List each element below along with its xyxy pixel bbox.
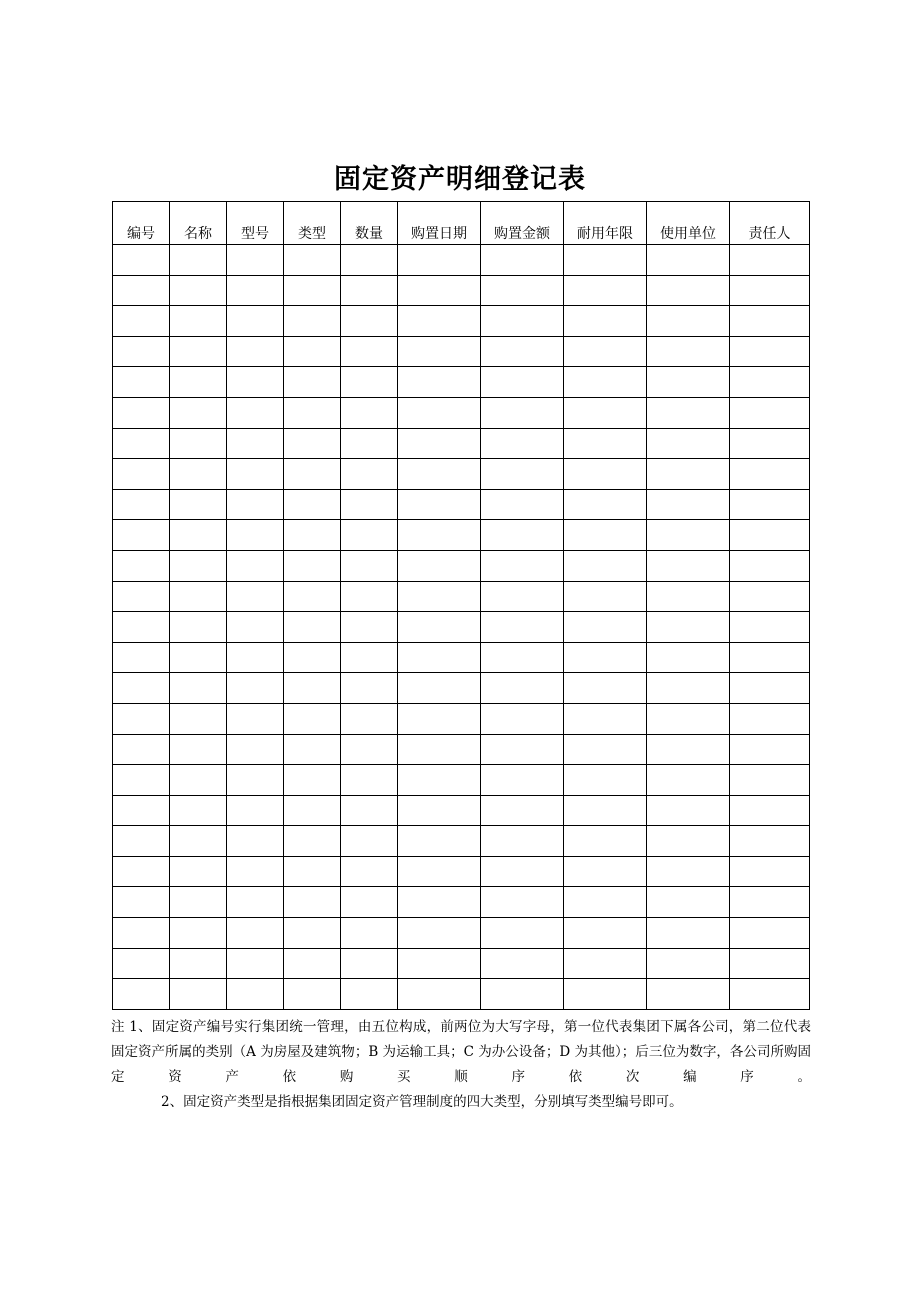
table-cell[interactable] [647,703,730,734]
table-cell[interactable] [481,397,564,428]
table-cell[interactable] [481,918,564,949]
table-cell[interactable] [481,336,564,367]
table-cell[interactable] [113,428,170,459]
table-cell[interactable] [227,581,284,612]
table-cell[interactable] [564,979,647,1010]
table-cell[interactable] [227,397,284,428]
table-cell[interactable] [730,734,810,765]
table-cell[interactable] [647,306,730,337]
table-cell[interactable] [227,703,284,734]
table-row [113,765,810,796]
table-cell[interactable] [284,275,341,306]
table-cell[interactable] [564,306,647,337]
table-cell[interactable] [284,642,341,673]
table-cell[interactable] [341,642,398,673]
notes-section [111,1015,811,1115]
table-cell[interactable] [227,765,284,796]
table-cell[interactable] [647,489,730,520]
table-cell[interactable] [647,367,730,398]
table-cell[interactable] [647,826,730,857]
table-cell[interactable] [284,306,341,337]
table-cell[interactable] [170,887,227,918]
table-cell[interactable] [647,581,730,612]
table-cell[interactable] [730,612,810,643]
table-cell[interactable] [647,948,730,979]
table-cell[interactable] [647,979,730,1010]
table-cell[interactable] [564,856,647,887]
table-cell[interactable] [730,397,810,428]
table-row [113,612,810,643]
table-body [113,245,810,1010]
table-cell[interactable] [227,245,284,276]
table-cell[interactable] [564,397,647,428]
table-cell[interactable] [398,489,481,520]
table-cell[interactable] [481,826,564,857]
table-cell[interactable] [341,703,398,734]
table-cell[interactable] [481,673,564,704]
table-cell[interactable] [341,459,398,490]
table-cell[interactable] [398,367,481,398]
table-cell[interactable] [398,979,481,1010]
table-cell[interactable] [227,336,284,367]
table-cell[interactable] [341,520,398,551]
table-cell[interactable] [730,856,810,887]
table-cell[interactable] [113,550,170,581]
table-cell[interactable] [227,734,284,765]
header-name: 名称 [170,202,227,245]
table-cell[interactable] [398,612,481,643]
table-cell[interactable] [227,520,284,551]
table-cell[interactable] [170,856,227,887]
table-cell[interactable] [647,336,730,367]
table-cell[interactable] [284,765,341,796]
table-cell[interactable] [341,918,398,949]
table-cell[interactable] [341,673,398,704]
table-cell[interactable] [113,734,170,765]
table-cell[interactable] [398,765,481,796]
table-cell[interactable] [398,642,481,673]
table-cell[interactable] [170,734,227,765]
table-row [113,397,810,428]
table-cell[interactable] [481,734,564,765]
table-cell[interactable] [227,306,284,337]
table-cell[interactable] [481,459,564,490]
table-cell[interactable] [113,336,170,367]
table-cell[interactable] [113,520,170,551]
table-cell[interactable] [341,856,398,887]
table-cell[interactable] [564,826,647,857]
table-cell[interactable] [113,489,170,520]
table-cell[interactable] [341,581,398,612]
table-cell[interactable] [730,979,810,1010]
table-cell[interactable] [113,642,170,673]
table-cell[interactable] [730,581,810,612]
table-cell[interactable] [398,826,481,857]
table-header-row [113,202,810,245]
table-cell[interactable] [647,734,730,765]
table-cell[interactable] [170,765,227,796]
table-cell[interactable] [398,275,481,306]
table-cell[interactable] [284,428,341,459]
table-cell[interactable] [284,397,341,428]
table-row [113,673,810,704]
table-cell[interactable] [170,489,227,520]
table-cell[interactable] [284,245,341,276]
table-cell[interactable] [341,826,398,857]
table-cell[interactable] [398,856,481,887]
table-cell[interactable] [227,887,284,918]
table-cell[interactable] [227,612,284,643]
table-row [113,245,810,276]
table-cell[interactable] [170,520,227,551]
table-cell[interactable] [398,550,481,581]
header-type: 类型 [284,202,341,245]
table-row [113,948,810,979]
table-row [113,703,810,734]
table-cell[interactable] [481,367,564,398]
table-cell[interactable] [481,703,564,734]
table-cell[interactable] [284,581,341,612]
table-cell[interactable] [730,489,810,520]
table-cell[interactable] [284,673,341,704]
table-cell[interactable] [481,612,564,643]
table-cell[interactable] [564,887,647,918]
table-cell[interactable] [284,367,341,398]
table-cell[interactable] [398,734,481,765]
table-cell[interactable] [481,275,564,306]
table-cell[interactable] [113,612,170,643]
table-row [113,459,810,490]
table-cell[interactable] [227,948,284,979]
table-cell[interactable] [564,673,647,704]
table-cell[interactable] [113,245,170,276]
table-cell[interactable] [113,275,170,306]
table-cell[interactable] [341,765,398,796]
table-cell[interactable] [284,795,341,826]
table-cell[interactable] [564,459,647,490]
table-cell[interactable] [170,428,227,459]
table-cell[interactable] [647,856,730,887]
table-cell[interactable] [227,275,284,306]
table-cell[interactable] [170,459,227,490]
table-cell[interactable] [398,673,481,704]
table-cell[interactable] [227,826,284,857]
table-cell[interactable] [113,826,170,857]
table-cell[interactable] [284,520,341,551]
table-cell[interactable] [284,734,341,765]
table-cell[interactable] [170,275,227,306]
table-row [113,642,810,673]
table-cell[interactable] [227,367,284,398]
table-cell[interactable] [113,856,170,887]
table-cell[interactable] [113,887,170,918]
table-cell[interactable] [564,550,647,581]
table-cell[interactable] [227,795,284,826]
table-cell[interactable] [227,979,284,1010]
table-cell[interactable] [170,642,227,673]
table-row [113,275,810,306]
table-cell[interactable] [564,765,647,796]
table-cell[interactable] [564,795,647,826]
table-cell[interactable] [170,336,227,367]
table-cell[interactable] [647,397,730,428]
table-row [113,979,810,1010]
table-cell[interactable] [730,826,810,857]
table-cell[interactable] [341,367,398,398]
table-cell[interactable] [730,306,810,337]
table-cell[interactable] [284,856,341,887]
table-cell[interactable] [284,459,341,490]
table-cell[interactable] [730,428,810,459]
table-cell[interactable] [113,795,170,826]
table-cell[interactable] [647,459,730,490]
table-cell[interactable] [481,948,564,979]
table-cell[interactable] [227,550,284,581]
table-row [113,306,810,337]
header-purchase-date: 购置日期 [398,202,481,245]
table-cell[interactable] [398,428,481,459]
table-cell[interactable] [398,520,481,551]
table-cell[interactable] [170,367,227,398]
header-number: 编号 [113,202,170,245]
table-cell[interactable] [398,703,481,734]
table-cell[interactable] [564,275,647,306]
table-cell[interactable] [730,887,810,918]
header-service-life: 耐用年限 [564,202,647,245]
header-quantity: 数量 [341,202,398,245]
table-cell[interactable] [481,887,564,918]
table-cell[interactable] [170,397,227,428]
table-cell[interactable] [564,703,647,734]
table-cell[interactable] [170,948,227,979]
table-cell[interactable] [284,612,341,643]
table-cell[interactable] [113,673,170,704]
table-cell[interactable] [341,397,398,428]
table-cell[interactable] [730,765,810,796]
table-cell[interactable] [647,428,730,459]
table-cell[interactable] [341,734,398,765]
table-cell[interactable] [227,428,284,459]
table-row [113,520,810,551]
table-cell[interactable] [341,489,398,520]
table-cell[interactable] [647,550,730,581]
table-cell[interactable] [398,459,481,490]
table-cell[interactable] [398,245,481,276]
table-cell[interactable] [647,918,730,949]
table-cell[interactable] [398,948,481,979]
table-cell[interactable] [481,520,564,551]
table-cell[interactable] [730,459,810,490]
table-row [113,489,810,520]
table-cell[interactable] [284,550,341,581]
note-2: 2、固定资产类型是指根据集团固定资产管理制度的四大类型，分别填写类型编号即可。 [161,1094,683,1110]
header-purchase-amount: 购置金额 [481,202,564,245]
table-cell[interactable] [341,245,398,276]
table-row [113,918,810,949]
table-row [113,887,810,918]
table-cell[interactable] [341,979,398,1010]
table-cell[interactable] [284,979,341,1010]
table-cell[interactable] [730,795,810,826]
table-row [113,550,810,581]
table-row [113,856,810,887]
table-cell[interactable] [398,397,481,428]
table-cell[interactable] [730,673,810,704]
table-cell[interactable] [730,520,810,551]
table-cell[interactable] [481,306,564,337]
table-cell[interactable] [564,581,647,612]
table-cell[interactable] [647,887,730,918]
table-cell[interactable] [341,275,398,306]
table-cell[interactable] [564,245,647,276]
table-cell[interactable] [481,795,564,826]
table-row [113,336,810,367]
table-cell[interactable] [284,918,341,949]
table-cell[interactable] [481,550,564,581]
table-cell[interactable] [730,245,810,276]
page-title: 固定资产明细登记表 [334,164,586,195]
table-cell[interactable] [481,765,564,796]
table-cell[interactable] [284,948,341,979]
table-cell[interactable] [341,428,398,459]
table-cell[interactable] [341,948,398,979]
table-cell[interactable] [170,918,227,949]
table-cell[interactable] [341,612,398,643]
table-cell[interactable] [284,336,341,367]
table-cell[interactable] [647,642,730,673]
table-cell[interactable] [647,520,730,551]
table-cell[interactable] [481,642,564,673]
table-cell[interactable] [647,673,730,704]
table-cell[interactable] [227,918,284,949]
table-cell[interactable] [564,489,647,520]
table-cell[interactable] [113,765,170,796]
table-cell[interactable] [481,856,564,887]
table-cell[interactable] [113,459,170,490]
table-cell[interactable] [113,979,170,1010]
table-cell[interactable] [227,856,284,887]
table-cell[interactable] [730,918,810,949]
table-cell[interactable] [564,336,647,367]
table-cell[interactable] [113,581,170,612]
table-cell[interactable] [647,245,730,276]
table-row [113,826,810,857]
table-cell[interactable] [170,673,227,704]
table-cell[interactable] [113,397,170,428]
table-cell[interactable] [170,703,227,734]
table-row [113,428,810,459]
table-cell[interactable] [170,550,227,581]
table-cell[interactable] [398,306,481,337]
table-row [113,734,810,765]
table-cell[interactable] [227,489,284,520]
table-cell[interactable] [113,918,170,949]
table-cell[interactable] [341,306,398,337]
table-cell[interactable] [170,826,227,857]
table-row [113,367,810,398]
table-cell[interactable] [481,428,564,459]
table-cell[interactable] [481,581,564,612]
table-cell[interactable] [113,367,170,398]
table-cell[interactable] [564,520,647,551]
table-cell[interactable] [730,336,810,367]
table-cell[interactable] [170,612,227,643]
header-model: 型号 [227,202,284,245]
table-cell[interactable] [564,642,647,673]
table-cell[interactable] [398,336,481,367]
table-cell[interactable] [730,642,810,673]
table-cell[interactable] [481,245,564,276]
table-row [113,581,810,612]
table-cell[interactable] [398,795,481,826]
table-cell[interactable] [170,795,227,826]
table-cell[interactable] [398,918,481,949]
table-cell[interactable] [284,826,341,857]
table-cell[interactable] [170,306,227,337]
table-cell[interactable] [730,948,810,979]
table-cell[interactable] [341,550,398,581]
table-cell[interactable] [481,979,564,1010]
table-cell[interactable] [284,703,341,734]
header-using-unit: 使用单位 [647,202,730,245]
table-cell[interactable] [227,673,284,704]
note-1: 注 1、固定资产编号实行集团统一管理，由五位构成，前两位为大写字母，第一位代表集团下属各公司，第二位代表固定资产所属的类别（A 为房屋及建筑物；B 为运输工具；C 为办公设备；D 为其他）；后三位为数字，各公司所购固定资产依购买顺序依次编序。 [111,1019,811,1085]
table-cell[interactable] [564,918,647,949]
table-cell[interactable] [341,336,398,367]
table-cell[interactable] [730,367,810,398]
table-cell[interactable] [564,948,647,979]
table-cell[interactable] [481,489,564,520]
table-cell[interactable] [730,550,810,581]
table-cell[interactable] [227,642,284,673]
table-cell[interactable] [170,979,227,1010]
table-row [113,795,810,826]
table-cell[interactable] [730,703,810,734]
table-cell[interactable] [398,887,481,918]
table-cell[interactable] [284,887,341,918]
table-cell[interactable] [647,795,730,826]
table-cell[interactable] [647,765,730,796]
table-cell[interactable] [284,489,341,520]
table-cell[interactable] [398,581,481,612]
table-cell[interactable] [730,275,810,306]
table-cell[interactable] [113,703,170,734]
table-cell[interactable] [341,795,398,826]
table-cell[interactable] [170,581,227,612]
table-cell[interactable] [341,887,398,918]
table-cell[interactable] [647,275,730,306]
table-cell[interactable] [564,612,647,643]
table-cell[interactable] [564,428,647,459]
table-cell[interactable] [564,734,647,765]
table-cell[interactable] [113,306,170,337]
asset-register-table [112,201,810,1010]
header-responsible-person: 责任人 [730,202,810,245]
table-cell[interactable] [170,245,227,276]
table-cell[interactable] [113,948,170,979]
table-cell[interactable] [647,612,730,643]
table-cell[interactable] [564,367,647,398]
table-cell[interactable] [227,459,284,490]
